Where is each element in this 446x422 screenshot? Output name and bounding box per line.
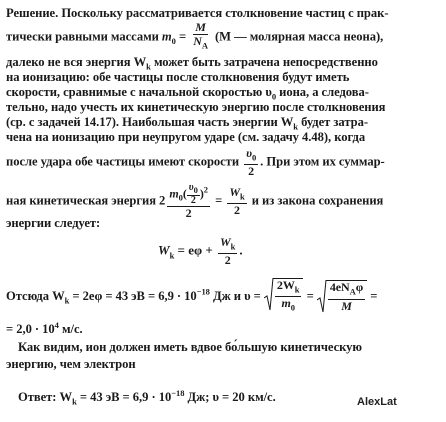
text-line-3: далеко не вся энергия $W_k$ может быть затрачена непосредственно	[6, 55, 378, 72]
text-line-7: (ср. с задачей 14.17). Наибольшая часть энергии $W_k$ будет затра-	[6, 115, 368, 132]
equation-energy: $W_k = e\varphi$ + $\frac{W_k}{2}$ .	[158, 235, 243, 268]
answer-line: Ответ: $W_k = 43$ эВ = $6,9 \cdot 10^{-18}$ Дж; υ = 20 км/с.	[18, 388, 276, 407]
fraction-wk-2: $\frac{W_k}{2}$	[229, 184, 245, 218]
text-line-2: тически равными массами $m_0$ = $\frac{M}{N_A}$ (M — молярная масса неона),	[6, 20, 384, 51]
text-line-12: Отсюда $W_k = 2e\varphi = 43$ эВ = $6,9 \cdot 10^{-18}$ Дж и υ = $\frac{2W_k}{m_0}$ = $\frac{4eN_A\varphi}{M}$ =	[6, 278, 378, 313]
answer-label: Ответ:	[18, 390, 57, 405]
watermark: AlexLat	[357, 396, 397, 408]
fraction-v0-2: $\frac{\upsilon_0}{2}$	[246, 146, 257, 179]
text-line-13: = $2,0 \cdot 10^4$ м/с.	[6, 320, 83, 337]
text-line-8: чена на ионизацию при неупругом ударе (см. задачу 4.48), когда	[6, 130, 366, 144]
sqrt-2wk-m0: $\frac{2W_k}{m_0}$	[264, 278, 304, 315]
sqrt-4ena-m: $\frac{4eN_A\varphi}{M}$	[317, 280, 367, 312]
text-line-11: энергии следует:	[6, 216, 101, 230]
fraction-m-na: $\frac{M}{N_A}$	[193, 20, 208, 51]
text-line-5: скорости, сравнимые с начальной скоростью $\upsilon_0$ иона, а следова-	[6, 85, 369, 102]
text-line-6: тельно, надо учесть их кинетическую энергию после столкновения	[6, 100, 386, 114]
kinetic-numerator: $m_0$( $\frac{\upsilon_0}{2}$ )$^2$	[169, 182, 208, 206]
text-line-4: на ионизацию: обе частицы после столкновения будут иметь	[6, 70, 350, 84]
text-line-15: энергию, чем электрон	[6, 357, 136, 371]
solution-label: Решение.	[6, 6, 59, 20]
text-line-9: после удара обе частицы имеют скорости $\frac{\upsilon_0}{2}$ . При этом их суммар-	[6, 146, 385, 179]
text-line-10: ная кинетическая энергия 2 $m_0$( $\frac{\upsilon_0}{2}$ )$^2$ 2 = $\frac{W_k}{2}$ и из закона сохранения	[6, 182, 384, 220]
fraction-kinetic: $m_0$( $\frac{\upsilon_0}{2}$ )$^2$ 2	[169, 182, 208, 220]
text-line-14: Как видим, ион должен иметь вдвое бо́льшую кинетическую	[18, 340, 362, 354]
text-line-1: Решение. Поскольку рассматривается столкновение частиц с прак-	[6, 6, 389, 20]
